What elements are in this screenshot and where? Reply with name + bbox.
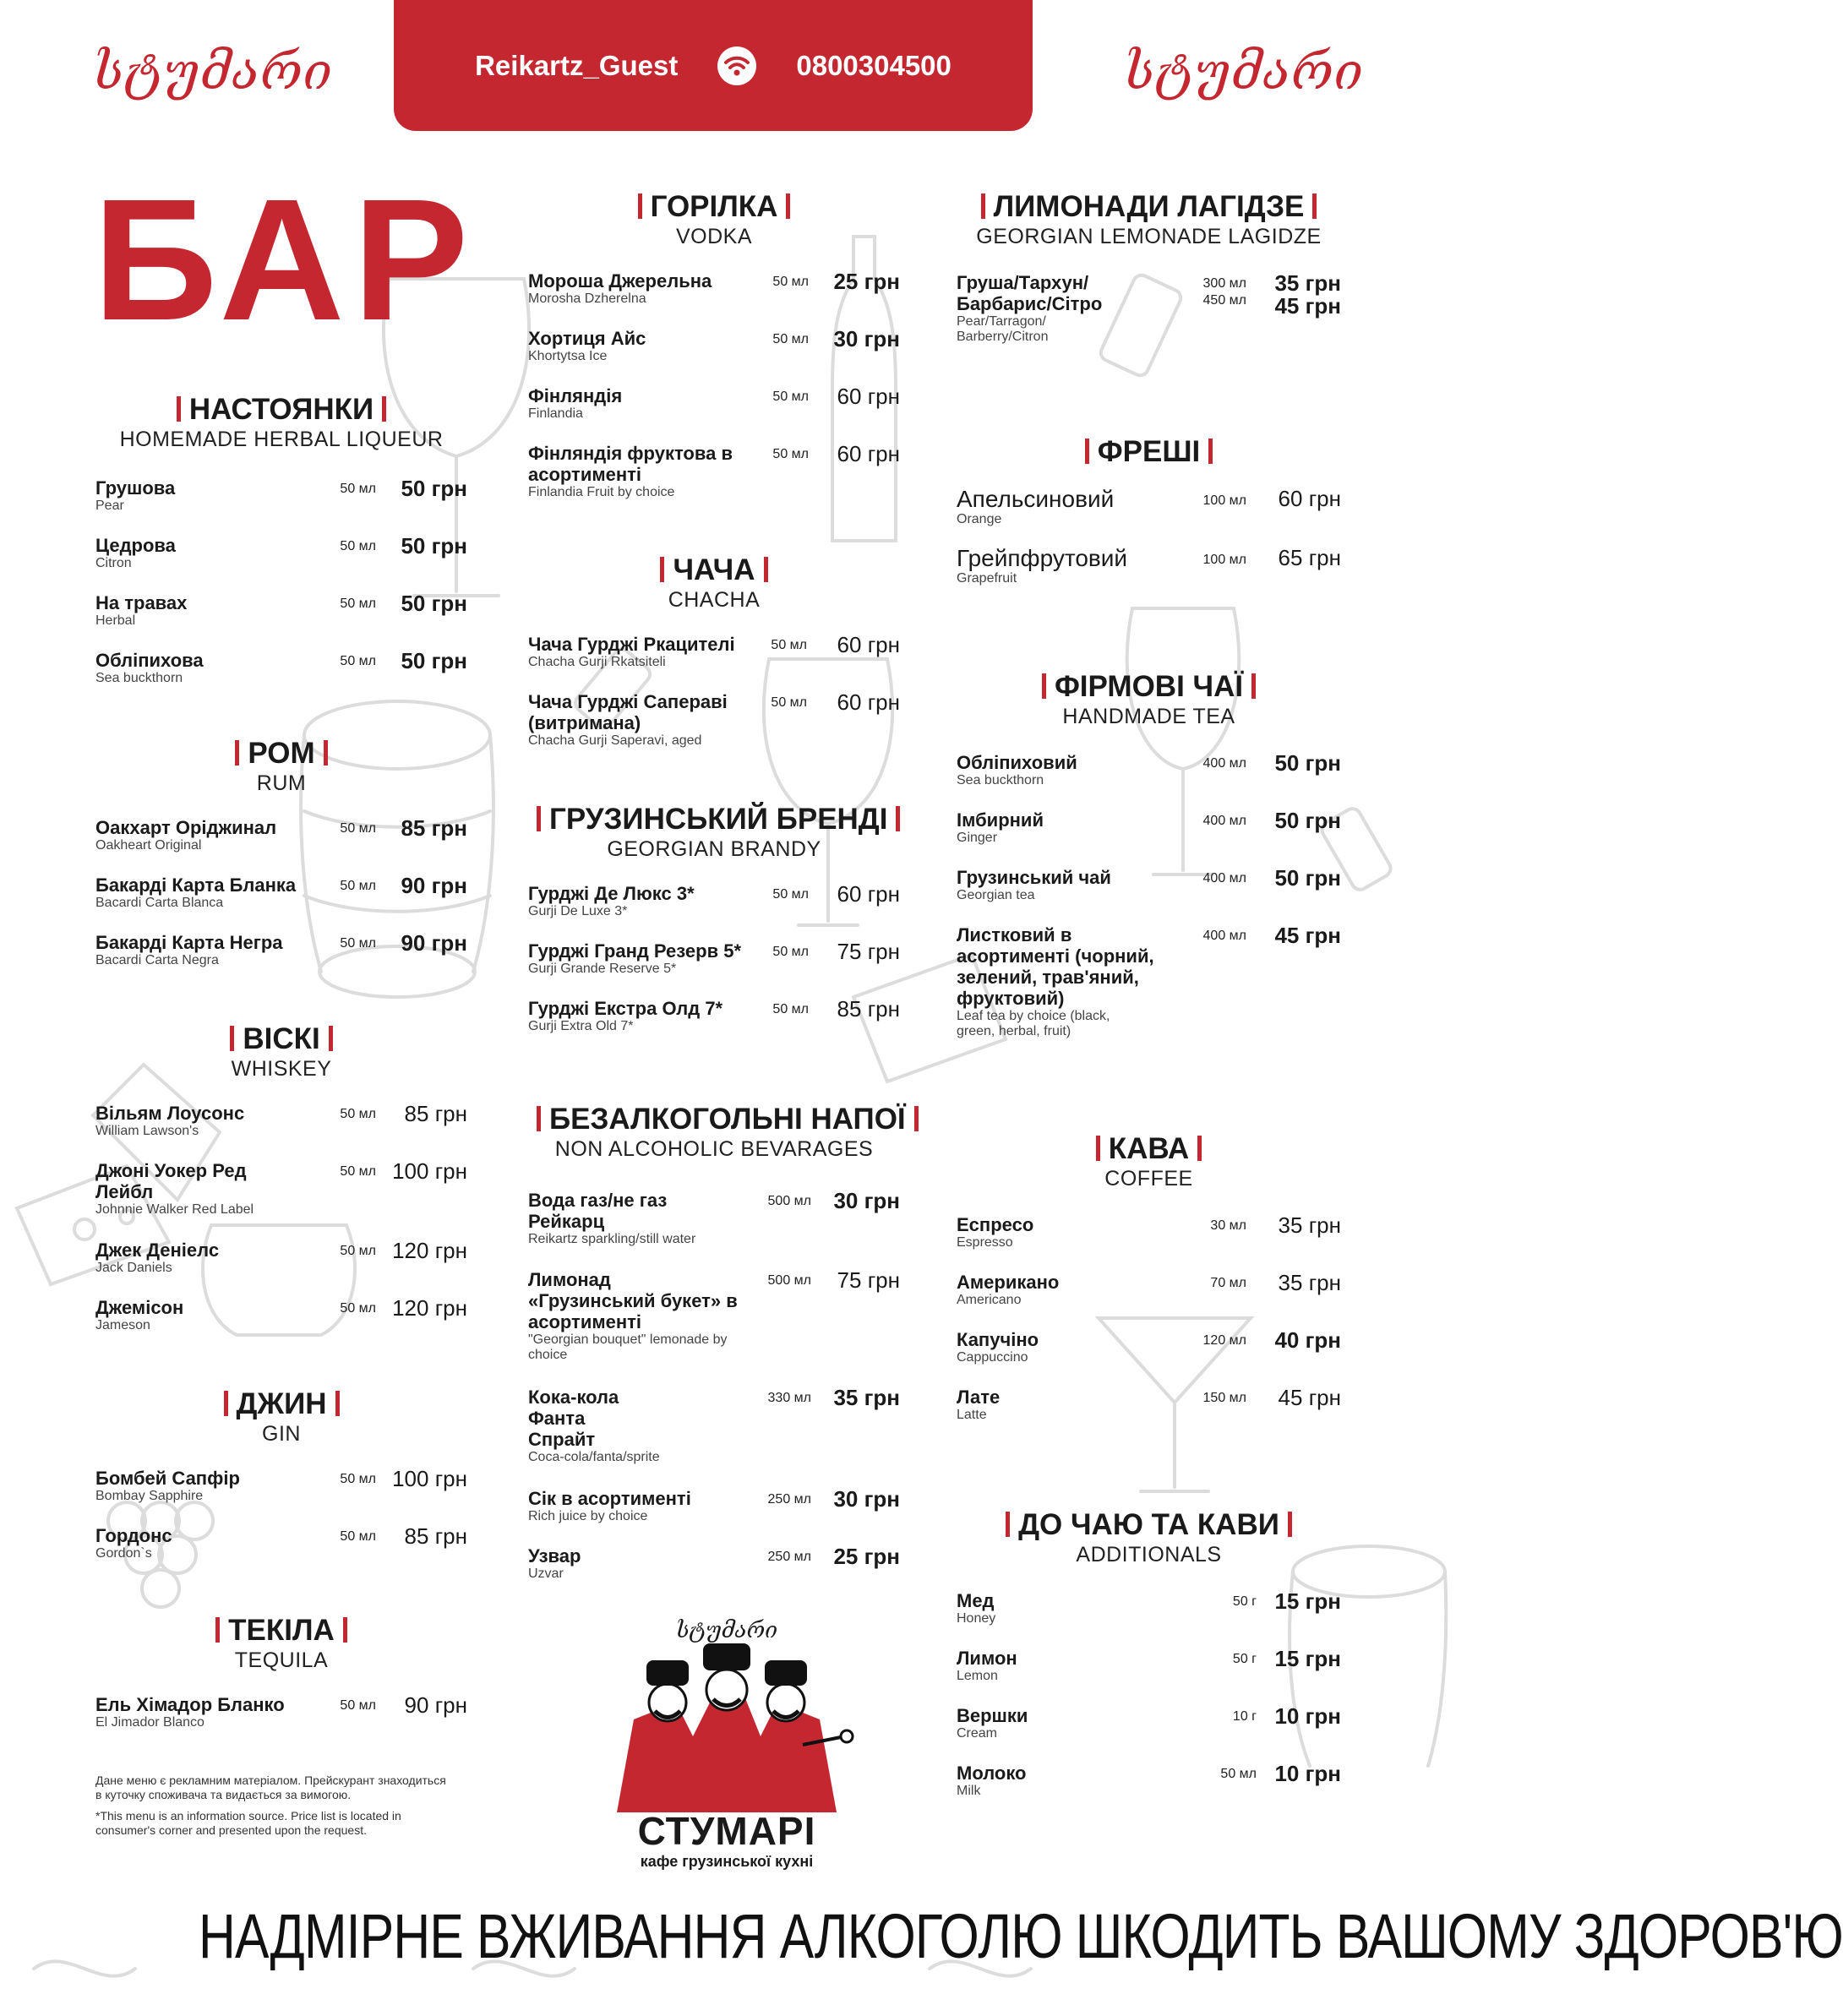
menu-disclaimer	[95, 1774, 450, 1838]
section-subtitle: HANDMADE TEA	[1062, 705, 1235, 728]
section-subtitle: ADDITIONALS	[1076, 1543, 1222, 1566]
menu-item: Оакхарт Оріджинал Oakheart Original 50 мл 85 грн	[95, 815, 467, 853]
menu-item: Вершки Cream 10 г 10 грн	[957, 1703, 1341, 1741]
menu-item: Кока-кола Фанта Спрайт Coca-cola/fanta/sprite 330 мл 35 грн	[528, 1385, 900, 1464]
section-title: БЕЗАЛКОГОЛЬНІ НАПОЇ	[528, 1103, 900, 1136]
section-subtitle: HOMEMADE HERBAL LIQUEUR	[119, 428, 444, 451]
menu-item: Ель Хімадор Бланко El Jimador Blanco 50 мл 90 грн	[95, 1692, 467, 1730]
section-title: РОМ	[95, 737, 467, 771]
menu-item: Імбирний Ginger 400 мл 50 грн	[957, 808, 1341, 845]
menu-item: Лимон Lemon 50 г 15 грн	[957, 1646, 1341, 1683]
menu-item: Джоні Уокер Ред Лейбл Johnnie Walker Red Label 50 мл 100 грн	[95, 1158, 467, 1217]
menu-item: Гурджі Екстра Олд 7* Gurji Extra Old 7* 50 мл 85 грн	[528, 996, 900, 1033]
menu-item: Узвар Uzvar 250 мл 25 грн	[528, 1544, 900, 1581]
menu-item: Джемісон Jameson 50 мл 120 грн	[95, 1295, 467, 1332]
menu-item: Апельсиновий Orange 100 мл 60 грн	[957, 486, 1341, 526]
menu-item: Грушова Pear 50 мл 50 грн	[95, 476, 467, 513]
section-subtitle: VODKA	[675, 225, 753, 248]
menu-item: На травах Herbal 50 мл 50 грн	[95, 591, 467, 628]
menu-item: Гордонс Gordon`s 50 мл 85 грн	[95, 1523, 467, 1561]
menu-item: Еспресо Espresso 30 мл 35 грн	[957, 1212, 1341, 1250]
section-title: КАВА	[957, 1132, 1341, 1166]
section-title: ФІРМОВІ ЧАЇ	[957, 670, 1341, 704]
section-subtitle: NON ALCOHOLIC BEVARAGES	[554, 1137, 874, 1161]
section-title: ЧАЧА	[528, 553, 900, 587]
section-title: ВІСКІ	[95, 1022, 467, 1056]
section-tequila	[95, 1614, 467, 1730]
menu-item: Фінляндія фруктова в асортименті Finlandia Fruit by choice 50 мл 60 грн	[528, 441, 900, 499]
section-gin	[95, 1387, 467, 1561]
section-title: ДО ЧАЮ ТА КАВИ	[957, 1508, 1341, 1542]
section-title: ЛИМОНАДИ ЛАГІДЗЕ	[957, 190, 1341, 224]
health-warning: НАДМІРНЕ ВЖИВАННЯ АЛКОГОЛЮ ШКОДИТЬ ВАШОМУ ЗДОРОВ'Ю	[199, 1901, 1843, 1971]
section-fresh	[957, 435, 1341, 586]
section-title: НАСТОЯНКИ	[95, 393, 467, 427]
section-brandy	[528, 803, 900, 1033]
section-title: ТЕКІЛА	[95, 1614, 467, 1648]
section-whiskey	[95, 1022, 467, 1332]
wifi-password: 0800304500	[796, 49, 951, 81]
menu-item: Капучіно Cappuccino 120 мл 40 грн	[957, 1327, 1341, 1365]
section-title: ГРУЗИНСЬКИЙ БРЕНДІ	[528, 803, 900, 836]
menu-item: Американо Americano 70 мл 35 грн	[957, 1270, 1341, 1307]
cafe-name: СТУМАРІ	[637, 1809, 816, 1853]
menu-item: Бакарді Карта Бланка Bacardi Carta Blanca 50 мл 90 грн	[95, 873, 467, 910]
menu-item: Джек Деніелс Jack Daniels 50 мл 120 грн	[95, 1238, 467, 1275]
wifi-icon	[717, 46, 757, 86]
menu-item: Груша/Тархун/ Барбарис/Сітро Pear/Tarragon/ Barberry/Citron 300 мл 450 мл 35 грн 45 грн	[957, 270, 1341, 344]
section-liqueur	[95, 393, 467, 685]
section-title: ФРЕШІ	[957, 435, 1341, 469]
menu-item: Сік в асортименті Rich juice by choice 250 мл 30 грн	[528, 1486, 900, 1523]
section-title: ГОРІЛКА	[528, 190, 900, 224]
page-title: БАР	[93, 163, 477, 357]
cafe-logo	[592, 1618, 862, 1880]
section-subtitle: WHISKEY	[231, 1057, 332, 1081]
menu-item: Бакарді Карта Негра Bacardi Carta Negra 50 мл 90 грн	[95, 930, 467, 967]
section-subtitle: COFFEE	[1104, 1167, 1193, 1191]
menu-item: Вода газ/не газ Рейкарц Reikartz sparkling/still water 500 мл 30 грн	[528, 1188, 900, 1246]
cafe-logo-script: სტუმარი	[676, 1618, 777, 1643]
menu-item: Мороша Джерельна Morosha Dzherelna 50 мл 25 грн	[528, 269, 900, 306]
cafe-mascots-icon	[600, 1643, 853, 1812]
disclaimer-ua: Дане меню є рекламним матеріалом. Прейскурант знаходиться в куточку споживача та видається за вимогою.	[95, 1774, 446, 1801]
section-subtitle: CHACHA	[668, 588, 761, 612]
menu-item: Лимонад «Грузинський букет» в асортименті "Georgian bouquet" lemonade by choice 500 мл 75 грн	[528, 1267, 900, 1362]
section-tea	[957, 670, 1341, 1038]
wifi-network-name: Reikartz_Guest	[475, 49, 679, 81]
menu-item: Гурджі Гранд Резерв 5* Gurji Grande Reserve 5* 50 мл 75 грн	[528, 939, 900, 976]
section-chacha	[528, 553, 900, 748]
section-soft-drinks	[528, 1103, 906, 1581]
menu-item: Гурджі Де Люкс 3* Gurji De Luxe 3* 50 мл 60 грн	[528, 881, 900, 918]
brand-script-logo-left: სტუმარი	[93, 42, 333, 101]
section-vodka	[528, 190, 900, 499]
menu-item: Вільям Лоусонс William Lawson's 50 мл 85 грн	[95, 1101, 467, 1138]
menu-item: Обліпиховий Sea buckthorn 400 мл 50 грн	[957, 750, 1341, 787]
section-subtitle: RUM	[256, 771, 307, 795]
section-additionals	[957, 1508, 1341, 1798]
brand-script-logo-right: სტუმარი	[1124, 42, 1364, 101]
menu-item: Лате Latte 150 мл 45 грн	[957, 1385, 1341, 1422]
menu-item: Чача Гурджі Сапераві (витримана) Chacha Gurji Saperavi, aged 50 мл 60 грн	[528, 689, 900, 748]
section-subtitle: GEORGIAN BRANDY	[607, 837, 821, 861]
menu-item: Листковий в асортименті (чорний, зелений, трав'яний, фруктовий) Leaf tea by choice (black, green, herbal, fruit) 400 мл 45 грн	[957, 923, 1341, 1038]
menu-item: Мед Honey 50 г 15 грн	[957, 1588, 1341, 1626]
menu-item: Цедрова Citron 50 мл 50 грн	[95, 533, 467, 570]
section-subtitle: TEQUILA	[234, 1648, 329, 1672]
menu-item: Молоко Milk 50 мл 10 грн	[957, 1761, 1341, 1798]
section-coffee	[957, 1132, 1341, 1422]
wifi-banner	[394, 0, 1033, 131]
disclaimer-en: *This menu is an information source. Price list is located in consumer's corner and presented upon the request.	[95, 1809, 401, 1837]
section-title: ДЖИН	[95, 1387, 467, 1421]
menu-item: Грузинський чай Georgian tea 400 мл 50 грн	[957, 865, 1341, 902]
menu-item: Фінляндія Finlandia 50 мл 60 грн	[528, 384, 900, 421]
section-subtitle: GEORGIAN LEMONADE LAGIDZE	[976, 225, 1322, 248]
menu-item: Хортиця Айс Khortytsa Ice 50 мл 30 грн	[528, 326, 900, 363]
menu-item: Обліпихова Sea buckthorn 50 мл 50 грн	[95, 648, 467, 685]
cafe-subtitle: кафе грузинської кухні	[640, 1853, 814, 1870]
menu-item: Грейпфрутовий Grapefruit 100 мл 65 грн	[957, 545, 1341, 586]
section-lagidze	[957, 190, 1341, 344]
menu-item: Чача Гурджі Ркацителі Chacha Gurji Rkatsiteli 50 мл 60 грн	[528, 632, 900, 669]
section-subtitle: GIN	[262, 1422, 301, 1446]
section-rum	[95, 737, 467, 967]
menu-item: Бомбей Сапфір Bombay Sapphire 50 мл 100 грн	[95, 1466, 467, 1503]
